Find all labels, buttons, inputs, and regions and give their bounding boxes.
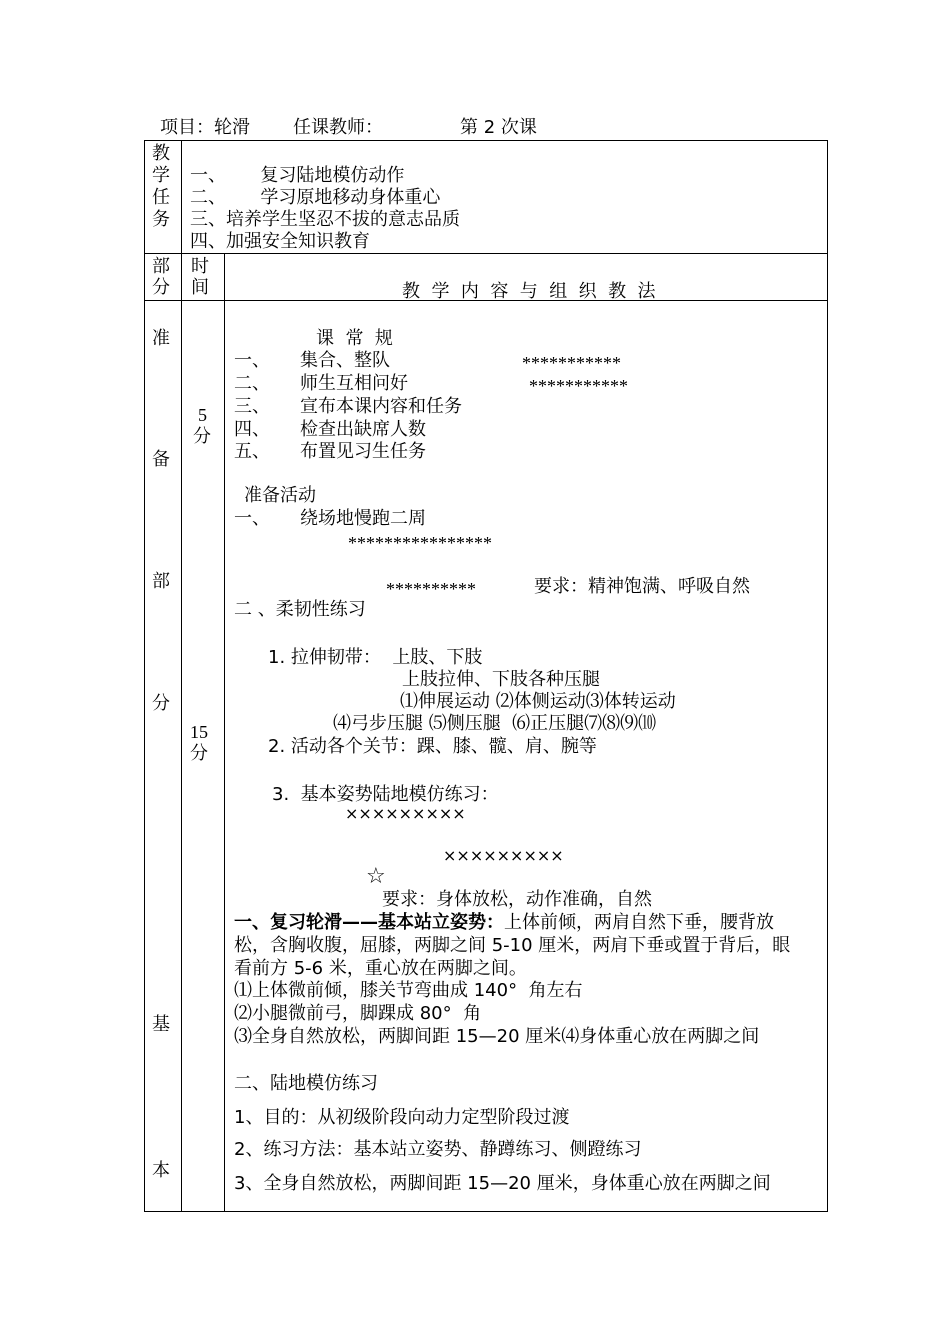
jog-stars-bottom: **********: [386, 579, 476, 599]
row-divider-1: [144, 253, 828, 254]
cross-row-2: ×××××××××: [443, 846, 564, 865]
header-project: 项目：轮滑: [160, 117, 250, 138]
part-label-bei: 备: [152, 449, 170, 470]
routine-text: 宣布本课内容和任务: [300, 396, 462, 417]
stretch-line: 1. 拉伸韧带： 上肢、下肢: [268, 647, 483, 668]
col-divider-1: [181, 140, 182, 1212]
section-2-item-2: 2、练习方法：基本站立姿势、静蹲练习、侧蹬练习: [234, 1139, 642, 1160]
task-item: 三、培养学生坚忍不拔的意志品质: [190, 209, 460, 230]
formation-stars: ***********: [529, 376, 628, 396]
routine-num: 二、: [234, 373, 270, 394]
routine-num: 一、: [234, 350, 270, 371]
routine-num: 四、: [234, 419, 270, 440]
routine-num: 五、: [234, 441, 270, 462]
main-point-3: ⑶全身自然放松，两脚间距 15—20 厘米⑷身体重心放在两脚之间: [234, 1026, 760, 1047]
jog-stars-top: ****************: [348, 533, 492, 553]
warmup-requirement-2: 要求：身体放松，动作准确，自然: [382, 889, 652, 910]
stretch-sub: 上肢拉伸、下肢各种压腿: [402, 669, 600, 690]
routine-text: 布置见习生任务: [300, 441, 426, 462]
time-2-num: 15: [190, 722, 208, 742]
task-label-4: 务: [152, 209, 170, 230]
task-item: 一、 复习陆地模仿动作: [190, 165, 405, 186]
header-part-2: 分: [152, 277, 170, 298]
warmup-title: 准备活动: [244, 485, 316, 506]
main-point-1: ⑴上体微前倾，膝关节弯曲成 140° 角左右: [234, 980, 583, 1001]
main-heading-rest: 上体前倾，两肩自然下垂，腰背放: [504, 912, 774, 933]
section-2-item-1: 1、目的：从初级阶段向动力定型阶段过渡: [234, 1107, 570, 1128]
part-label-ben: 本: [152, 1160, 170, 1181]
table-border-top: [144, 140, 828, 141]
time-1-unit: 分: [193, 426, 211, 447]
warmup-item2: 二 、柔韧性练习: [234, 599, 366, 620]
task-label-1: 教: [152, 143, 170, 164]
routine-text: 检查出缺席人数: [300, 419, 426, 440]
time-1-num: 5: [198, 405, 207, 425]
main-point-2: ⑵小腿微前弓，脚踝成 80° 角: [234, 1003, 482, 1024]
routine-text: 集合、整队: [300, 350, 390, 371]
part-label-bu: 部: [152, 571, 170, 592]
header-content: 教 学 内 容 与 组 织 教 法: [402, 281, 656, 302]
task-label-2: 学: [152, 165, 170, 186]
part-label-zhun: 准: [152, 328, 170, 349]
routine-num: 三、: [234, 396, 270, 417]
routine-title: 课 常 规: [316, 328, 393, 349]
header-part-1: 部: [152, 256, 170, 277]
warmup-requirement: 要求：精神饱满、呼吸自然: [534, 576, 750, 597]
header-teacher: 任课教师：: [293, 117, 383, 138]
warmup-item1-num: 一、: [234, 508, 270, 529]
joints-line: 2. 活动各个关节：踝、膝、髋、肩、腕等: [268, 736, 597, 757]
header-lesson: 第 2 次课: [460, 117, 537, 138]
stretch-moves: ⑴伸展运动 ⑵体侧运动⑶体转运动: [400, 691, 676, 712]
star-icon: ☆: [366, 864, 386, 889]
formation-stars: ***********: [522, 353, 621, 373]
routine-text: 师生互相问好: [300, 373, 408, 394]
main-heading-line: [234, 912, 774, 934]
section-2-item-3: 3、全身自然放松，两脚间距 15—20 厘米，身体重心放在两脚之间: [234, 1173, 771, 1194]
posture-line: 3. 基本姿势陆地模仿练习：: [272, 784, 499, 805]
task-item: 二、 学习原地移动身体重心: [190, 187, 441, 208]
part-label-fen: 分: [152, 693, 170, 714]
main-heading-bold: 一、复习轮滑——基本站立姿势：: [234, 912, 504, 933]
task-item: 四、加强安全知识教育: [190, 231, 370, 252]
section-2-title: 二、陆地模仿练习: [234, 1073, 378, 1094]
col-divider-2: [224, 253, 225, 1212]
cross-row-1: ×××××××××: [345, 804, 466, 823]
main-line-3: 看前方 5-6 米，重心放在两脚之间。: [234, 958, 527, 979]
task-label-3: 任: [152, 187, 170, 208]
table-border-bottom: [144, 1211, 828, 1212]
part-label-ji: 基: [152, 1014, 170, 1035]
header-time-1: 时: [191, 256, 209, 277]
table-border-left: [144, 140, 145, 1212]
main-line-2: 松，含胸收腹，屈膝，两脚之间 5-10 厘米，两肩下垂或置于背后，眼: [234, 935, 791, 956]
time-2-unit: 分: [190, 743, 208, 764]
stretch-moves-2: ⑷弓步压腿 ⑸侧压腿 ⑹正压腿⑺⑻⑼⑽: [333, 713, 657, 734]
table-border-right: [827, 140, 828, 1212]
warmup-item1-text: 绕场地慢跑二周: [300, 508, 426, 529]
header-time-2: 间: [191, 277, 209, 298]
